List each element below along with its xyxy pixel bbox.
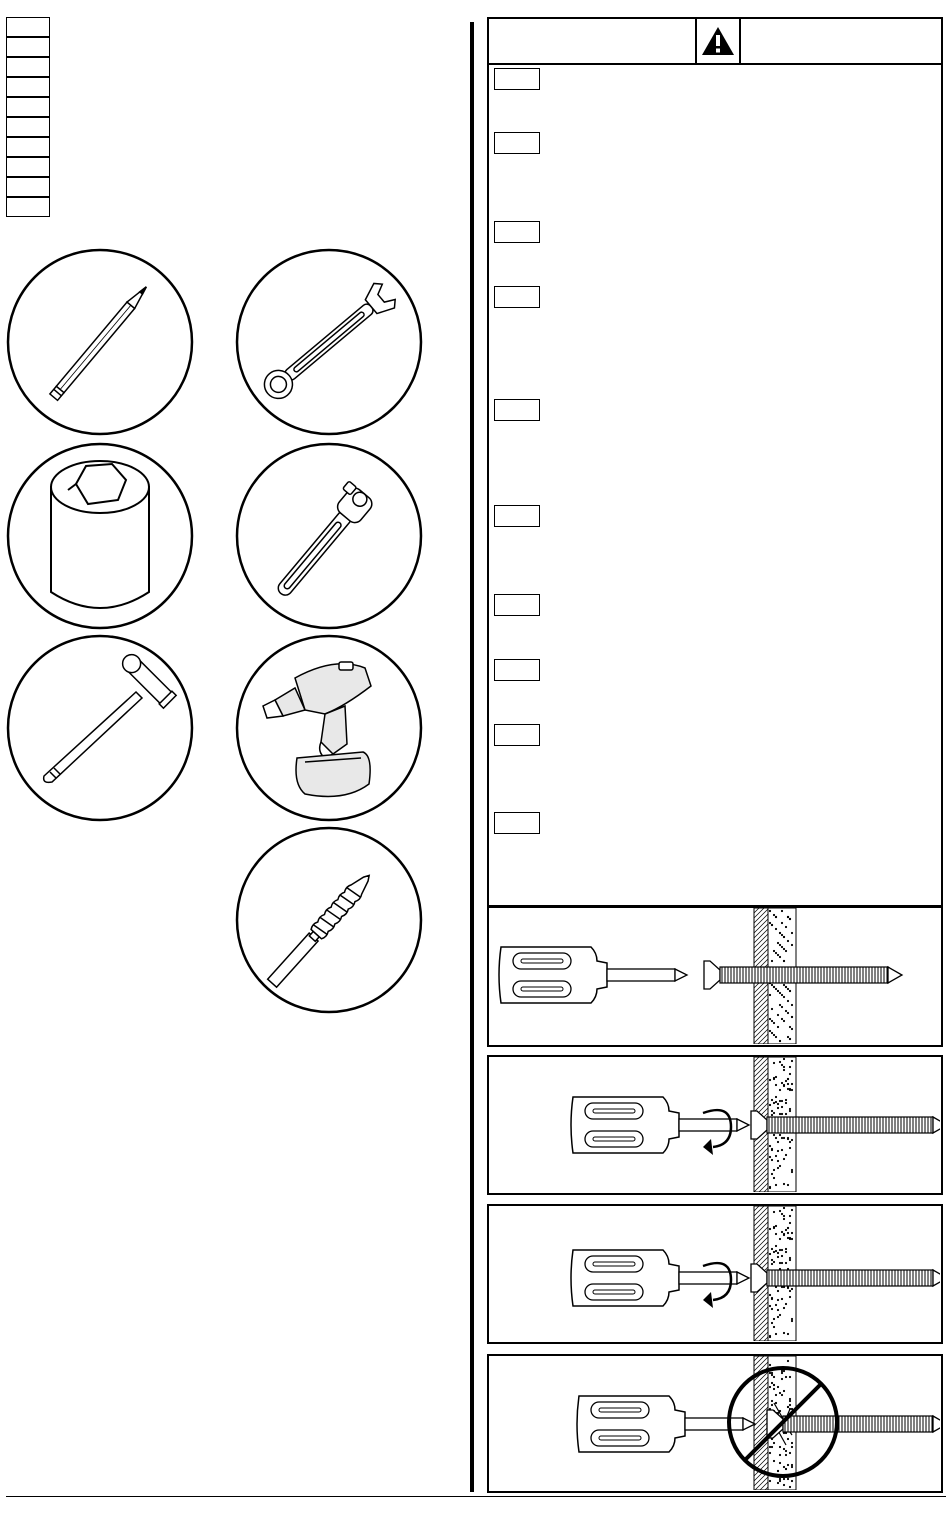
ratchet-icon — [235, 442, 423, 630]
checklist-box[interactable] — [6, 197, 50, 217]
socket-icon — [6, 442, 194, 630]
warning-item-box[interactable] — [494, 286, 540, 308]
warning-item-box[interactable] — [494, 659, 540, 681]
screw-tighten-figure — [487, 1204, 943, 1344]
footer-rule — [6, 1496, 946, 1497]
combination-wrench-icon — [235, 248, 423, 436]
screw — [704, 961, 902, 989]
warning-item-box[interactable] — [494, 68, 540, 90]
screw-turn-figure — [487, 1055, 943, 1195]
warning-item-box[interactable] — [494, 594, 540, 616]
checklist-box[interactable] — [6, 57, 50, 77]
tool-checklist — [6, 17, 52, 217]
warning-header — [489, 19, 941, 65]
warning-item-box[interactable] — [494, 399, 540, 421]
checklist-box[interactable] — [6, 77, 50, 97]
rotate-arrow-icon — [703, 1110, 731, 1155]
checklist-box[interactable] — [6, 97, 50, 117]
warning-panel — [487, 17, 943, 907]
warning-item-box[interactable] — [494, 724, 540, 746]
checklist-box[interactable] — [6, 137, 50, 157]
warning-item-box[interactable] — [494, 812, 540, 834]
checklist-box[interactable] — [6, 37, 50, 57]
column-divider — [470, 22, 474, 1492]
warning-item-box[interactable] — [494, 132, 540, 154]
pencil-icon — [6, 248, 194, 436]
checklist-box[interactable] — [6, 177, 50, 197]
ball-peen-hammer-icon — [6, 634, 194, 822]
warning-item-box[interactable] — [494, 221, 540, 243]
screw-overtighten-prohibited-figure — [487, 1354, 943, 1493]
screw-insert-figure — [487, 906, 943, 1047]
warning-item-box[interactable] — [494, 505, 540, 527]
drill-bit-icon — [235, 826, 423, 1014]
checklist-box[interactable] — [6, 157, 50, 177]
rotate-arrow-icon — [703, 1263, 731, 1308]
warning-icon-cell — [695, 19, 741, 63]
cordless-drill-icon — [235, 634, 423, 822]
checklist-box[interactable] — [6, 17, 50, 37]
checklist-box[interactable] — [6, 117, 50, 137]
screwdriver — [499, 947, 687, 1003]
warning-triangle-icon — [701, 26, 735, 56]
